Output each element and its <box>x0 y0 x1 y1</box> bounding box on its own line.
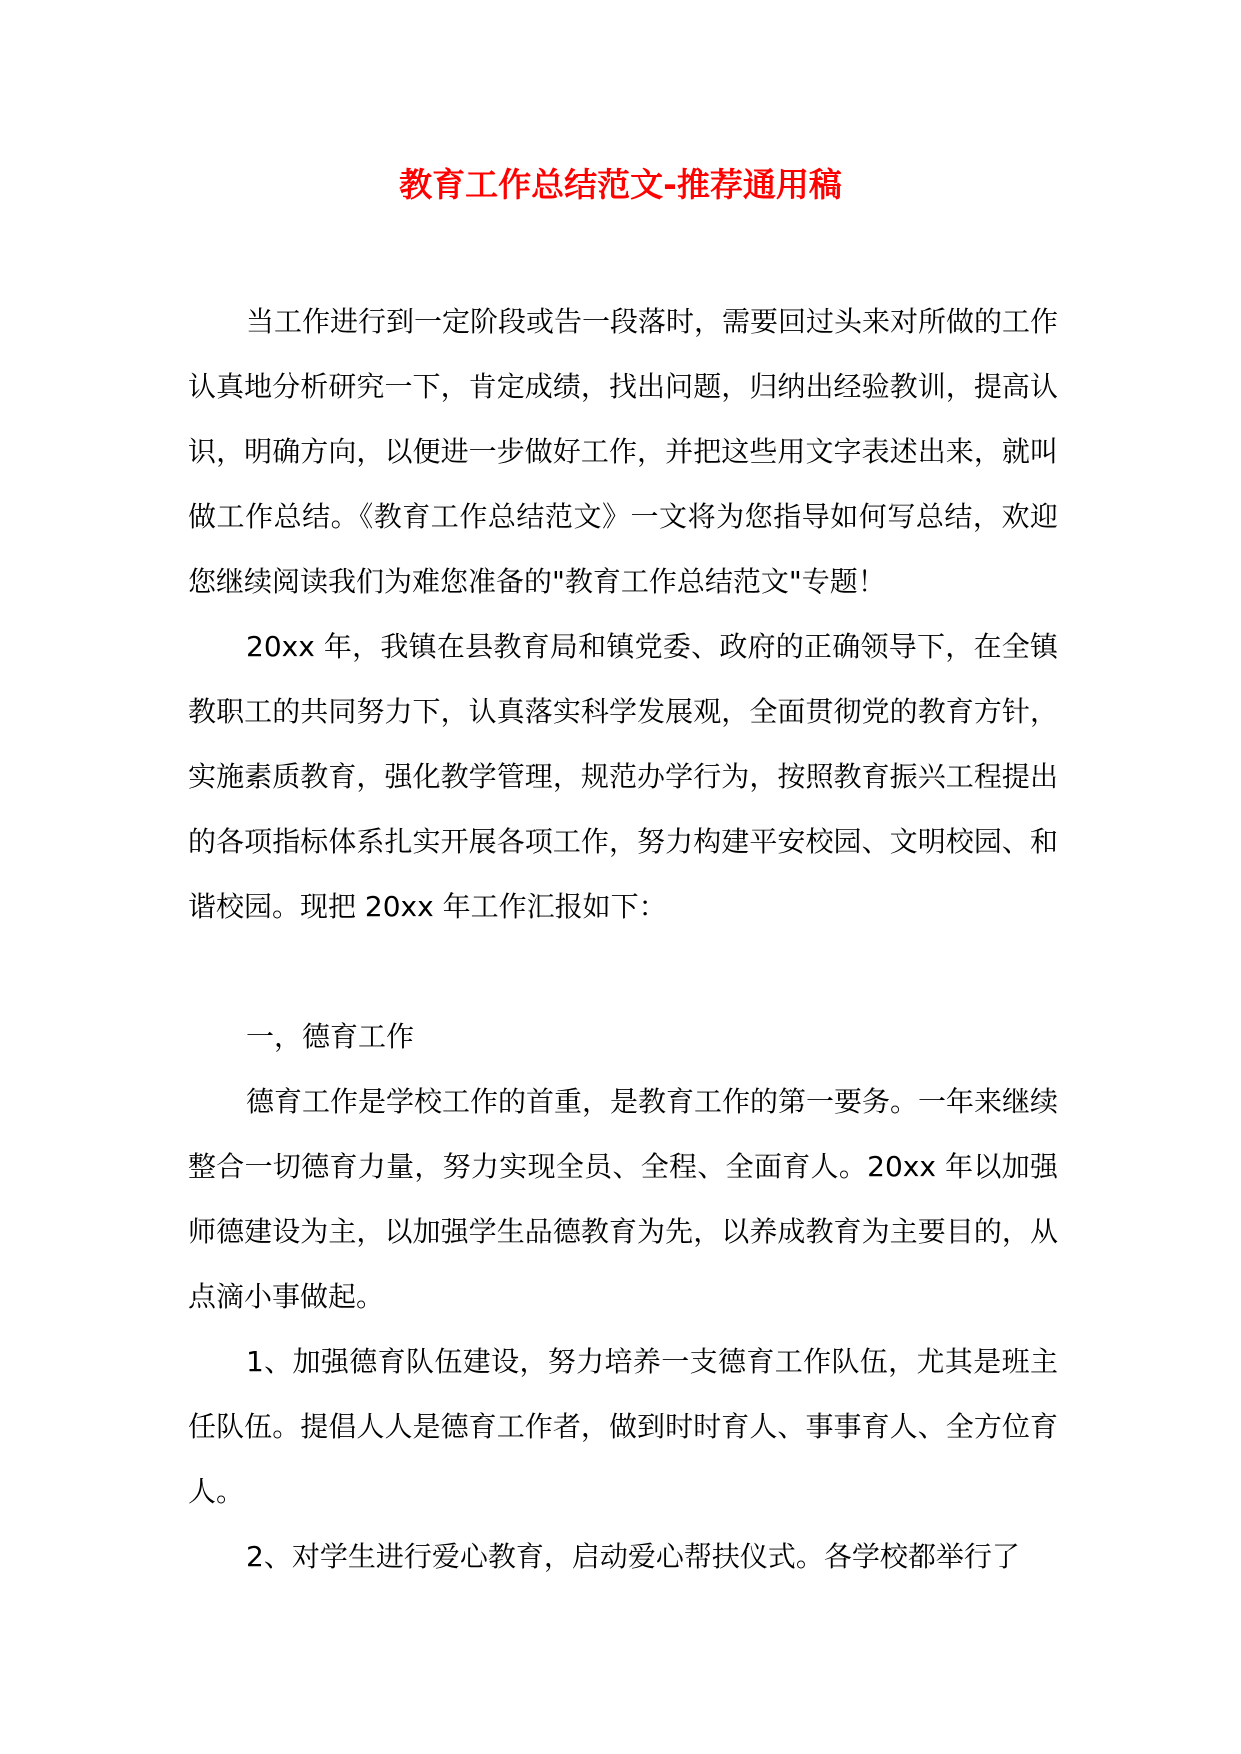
section-paragraph: 德育工作是学校工作的首重，是教育工作的第一要务。一年来继续整合一切德育力量，努力实现全员、全程、全面育人。20xx 年以加强师德建设为主，以加强学生品德教育为先，以养成教育为主要目的，从点滴小事做起。 <box>188 1085 1059 1313</box>
document-title: 教育工作总结范文-推荐通用稿 <box>399 165 842 204</box>
section-paragraph: 2、对学生进行爱心教育，启动爱心帮扶仪式。各学校都举行了 <box>246 1540 1020 1573</box>
overview-paragraph: 20xx 年，我镇在县教育局和镇党委、政府的正确领导下，在全镇教职工的共同努力下，认真落实科学发展观，全面贯彻党的教育方针，实施素质教育，强化教学管理，规范办学行为，按照教育振兴工程提出的各项指标体系扎实开展各项工作，努力构建平安校园、文明校园、和谐校园。现把 20xx 年工作汇报如下： <box>188 630 1058 923</box>
document-body <box>188 289 1058 1589</box>
section-heading: 一，德育工作 <box>246 1020 415 1053</box>
section-paragraph: 1、加强德育队伍建设，努力培养一支德育工作队伍，尤其是班主任队伍。提倡人人是德育工作者，做到时时育人、事事育人、全方位育人。 <box>188 1345 1058 1508</box>
paragraph-spacer <box>188 939 1058 1004</box>
intro-paragraph: 当工作进行到一定阶段或告一段落时，需要回过头来对所做的工作认真地分析研究一下，肯定成绩，找出问题，归纳出经验教训，提高认识，明确方向，以便进一步做好工作，并把这些用文字表述出来，就叫做工作总结。《教育工作总结范文》一文将为您指导如何写总结，欢迎您继续阅读我们为难您准备的"教育工作总结范文"专题！ <box>188 305 1059 598</box>
